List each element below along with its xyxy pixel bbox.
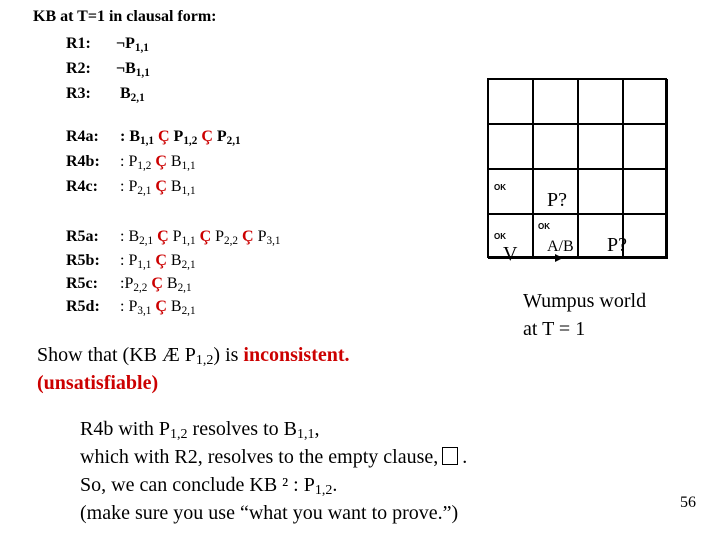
rule-formula: : $P_{1,1}$ Ç $B_{2,1}$ <box>120 252 196 271</box>
show-statement-line2: (unsatisfiable) <box>37 372 159 394</box>
rule-r3 <box>66 85 145 104</box>
rule-id: R4b: <box>66 153 100 170</box>
rule-r1 <box>66 35 149 54</box>
ok-label: OK <box>538 222 550 231</box>
rule-formula: : $P_{1,2}$ Ç $B_{1,1}$ <box>120 153 196 172</box>
ok-label: OK <box>494 183 506 192</box>
ok-label: OK <box>494 232 506 241</box>
pit-question-label: P? <box>547 189 567 211</box>
agent-breeze-label: A/B <box>547 238 574 255</box>
rule-formula: $:P_{2,2}$ Ç $B_{2,1}$ <box>120 275 192 294</box>
visited-label: V <box>503 243 518 265</box>
proof-line-1: R4b with $P_{1,2}$ resolves to $B_{1,1}$, <box>80 418 320 442</box>
rule-id: R1: <box>66 35 91 52</box>
rule-r5c <box>66 275 192 294</box>
rule-r5a <box>66 228 280 247</box>
kb-title: KB at T=1 in clausal form: <box>33 8 217 25</box>
rule-id: R4a: <box>66 128 99 145</box>
empty-clause-box-icon <box>442 447 458 465</box>
rule-r2 <box>66 60 150 79</box>
grid-caption-line1: Wumpus world <box>523 290 647 312</box>
rule-formula: : $B_{2,1}$ Ç $P_{1,1}$ Ç $P_{2,2}$ Ç $P_{3,1}$ <box>120 228 281 247</box>
page-number: 56 <box>680 494 696 511</box>
rule-id: R5b: <box>66 252 100 269</box>
rule-formula: : $P_{2,1}$ Ç $B_{1,1}$ <box>120 178 196 197</box>
rule-formula: : $P_{3,1}$ Ç $B_{2,1}$ <box>120 298 196 317</box>
rule-r4b <box>66 153 196 172</box>
show-statement: Show that (KB Æ $P_{1,2}$) is inconsistent. <box>37 344 350 368</box>
rule-r4c <box>66 178 196 197</box>
rule-formula: $\neg B_{1,1}$ <box>116 60 150 79</box>
rule-id: R2: <box>66 60 91 77</box>
pit-question-label: P? <box>607 234 627 256</box>
rule-id: R5a: <box>66 228 99 245</box>
rule-formula: $B_{2,1}$ <box>120 85 145 104</box>
rule-id: R5d: <box>66 298 100 315</box>
rule-r5d <box>66 298 196 317</box>
proof-line-3: So, we can conclude KB ² : $P_{1,2}$. <box>80 474 338 498</box>
rule-id: R3: <box>66 85 91 102</box>
rule-id: R5c: <box>66 275 98 292</box>
rule-formula: : $B_{1,1}$ Ç $P_{1,2}$ Ç $P_{2,1}$ <box>120 128 241 147</box>
proof-line-2: which with R2, resolves to the empty clause, . <box>80 446 468 468</box>
rule-formula: $\neg P_{1,1}$ <box>116 35 149 54</box>
rule-r4a <box>66 128 241 147</box>
proof-line-4: (make sure you use “what you want to prove.”) <box>80 502 459 524</box>
grid-caption-line2: at T = 1 <box>523 318 586 340</box>
rule-id: R4c: <box>66 178 98 195</box>
rule-r5b <box>66 252 196 271</box>
move-arrow <box>487 78 667 278</box>
